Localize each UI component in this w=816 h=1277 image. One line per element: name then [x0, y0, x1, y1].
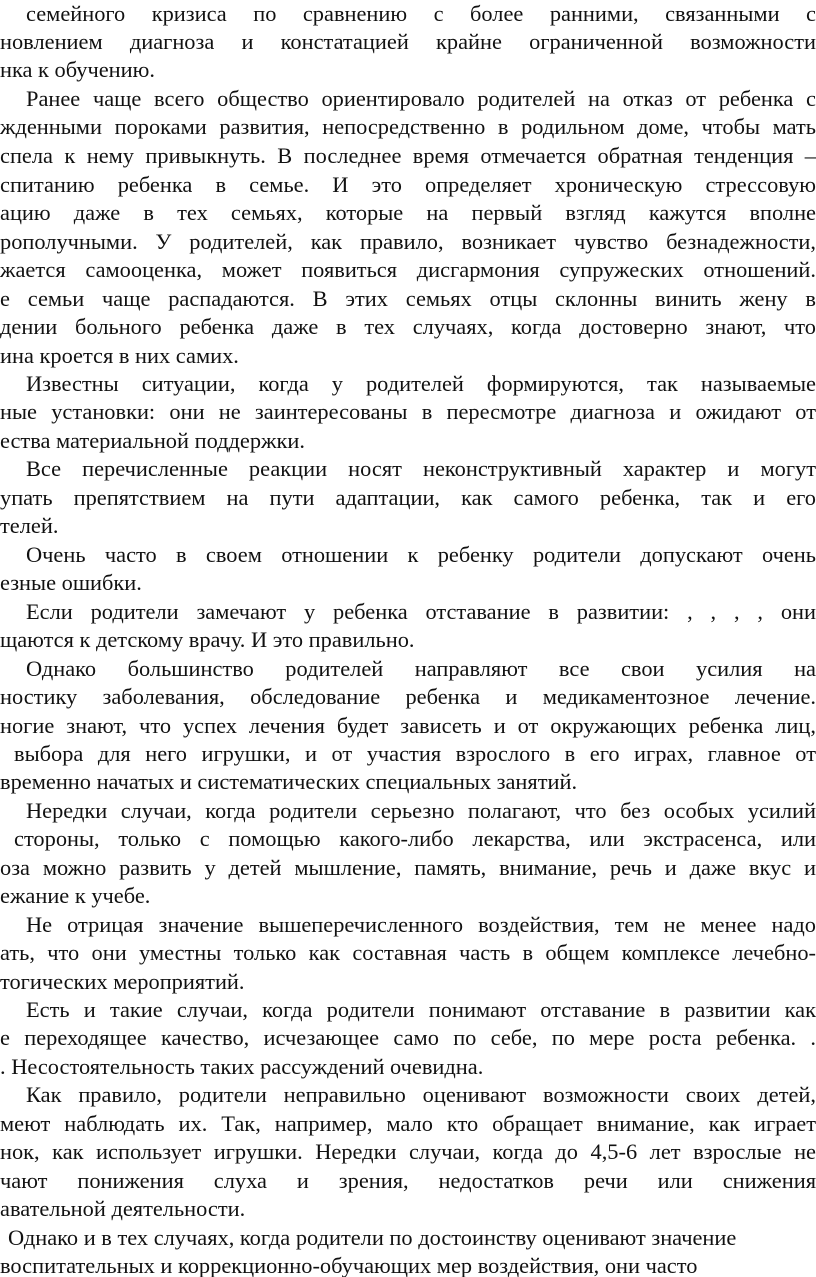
text-line: Как правило, родители неправильно оценивают возможности своих детей, — [26, 1082, 816, 1107]
text-line: чают понижения слуха и зрения, недостатков речи или снижения — [0, 1168, 816, 1193]
text-line: временно начатых и систематических специальных занятий. — [0, 769, 578, 794]
text-line: жденными пороками развития, непосредственно в родильном доме, чтобы мать — [0, 114, 816, 139]
text-line: ацию даже в тех семьях, которые на первый взгляд кажутся вполне — [0, 200, 816, 225]
text-line: Все перечисленные реакции носят неконструктивный характер и могут — [26, 456, 816, 481]
text-line: новлением диагноза и констатацией крайне ограниченной возможности — [0, 29, 816, 54]
text-line: выбора для него игрушки, и от участия взрослого в его играх, главное от — [14, 741, 816, 766]
text-line: ные установки: они не заинтересованы в пересмотре диагноза и ожидают от — [0, 399, 816, 424]
text-line: упать препятствием на пути адаптации, как самого ребенка, так и его — [0, 485, 816, 510]
text-line: спела к нему привыкнуть. В последнее время отмечается обратная тенденция – — [0, 143, 816, 168]
text-line: Нередки случаи, когда родители серьезно полагают, что без особых усилий — [26, 798, 816, 823]
text-line: телей. — [0, 513, 59, 538]
text-line: Если родители замечают у ребенка отставание в развитии: , , , , они — [26, 599, 816, 624]
text-line: ества материальной поддержки. — [0, 428, 305, 453]
text-line: тогических мероприятий. — [0, 969, 245, 994]
text-line: дении больного ребенка даже в тех случаях, когда достоверно знают, что — [0, 314, 816, 339]
text-line: ностику заболевания, обследование ребенка и медикаментозное лечение. — [0, 684, 816, 709]
text-line: ать, что они уместны только как составная часть в общем комплексе лечебно- — [0, 940, 816, 965]
text-line: е переходящее качество, исчезающее само по себе, по мере роста ребенка. . — [0, 1025, 816, 1050]
text-line: стороны, только с помощью какого-либо лекарства, или экстрасенса, или — [14, 826, 816, 851]
text-line: меют наблюдать их. Так, например, мало кто обращает внимание, как играет — [0, 1111, 816, 1136]
text-line: Однако и в тех случаях, когда родители по достоинству оценивают значение — [8, 1225, 737, 1250]
text-line: Не отрицая значение вышеперечисленного воздействия, тем не менее надо — [26, 912, 816, 937]
text-line: нка к обучению. — [0, 57, 155, 82]
text-line: Однако большинство родителей направляют все свои усилия на — [26, 656, 816, 681]
text-line: ногие знают, что успех лечения будет зависеть и от окружающих ребенка лиц, — [0, 713, 816, 738]
text-line: е семьи чаще распадаются. В этих семьях отцы склонны винить жену в — [0, 286, 816, 311]
text-line: ина кроется в них самих. — [0, 343, 239, 368]
text-line: Ранее чаще всего общество ориентировало родителей на отказ от ребенка с — [26, 86, 816, 111]
text-line: семейного кризиса по сравнению с более ранними, связанными с — [26, 1, 816, 26]
text-line: оза можно развить у детей мышление, память, внимание, речь и даже вкус и — [0, 855, 816, 880]
text-line: Очень часто в своем отношении к ребенку родители допускают очень — [26, 542, 816, 567]
text-line: жается самооценка, может появиться дисгармония супружеских отношений. — [0, 257, 816, 282]
text-line: Известны ситуации, когда у родителей формируются, так называемые — [26, 371, 816, 396]
text-line: спитанию ребенка в семье. И это определяет хроническую стрессовую — [0, 172, 816, 197]
text-line: воспитательных и коррекционно-обучающих мер воздействия, они часто — [0, 1253, 698, 1277]
text-line: ежание к учебе. — [0, 883, 151, 908]
text-line: . Несостоятельность таких рассуждений очевидна. — [0, 1054, 484, 1079]
text-line: щаются к детскому врачу. И это правильно. — [0, 627, 415, 652]
text-line: езные ошибки. — [0, 570, 142, 595]
text-line: нок, как использует игрушки. Нередки случаи, когда до 4,5-6 лет взрослые не — [0, 1139, 816, 1164]
text-line: авательной деятельности. — [0, 1196, 246, 1221]
text-line: рополучными. У родителей, как правило, возникает чувство безнадежности, — [0, 229, 816, 254]
text-line: Есть и такие случаи, когда родители понимают отставание в развитии как — [26, 997, 816, 1022]
